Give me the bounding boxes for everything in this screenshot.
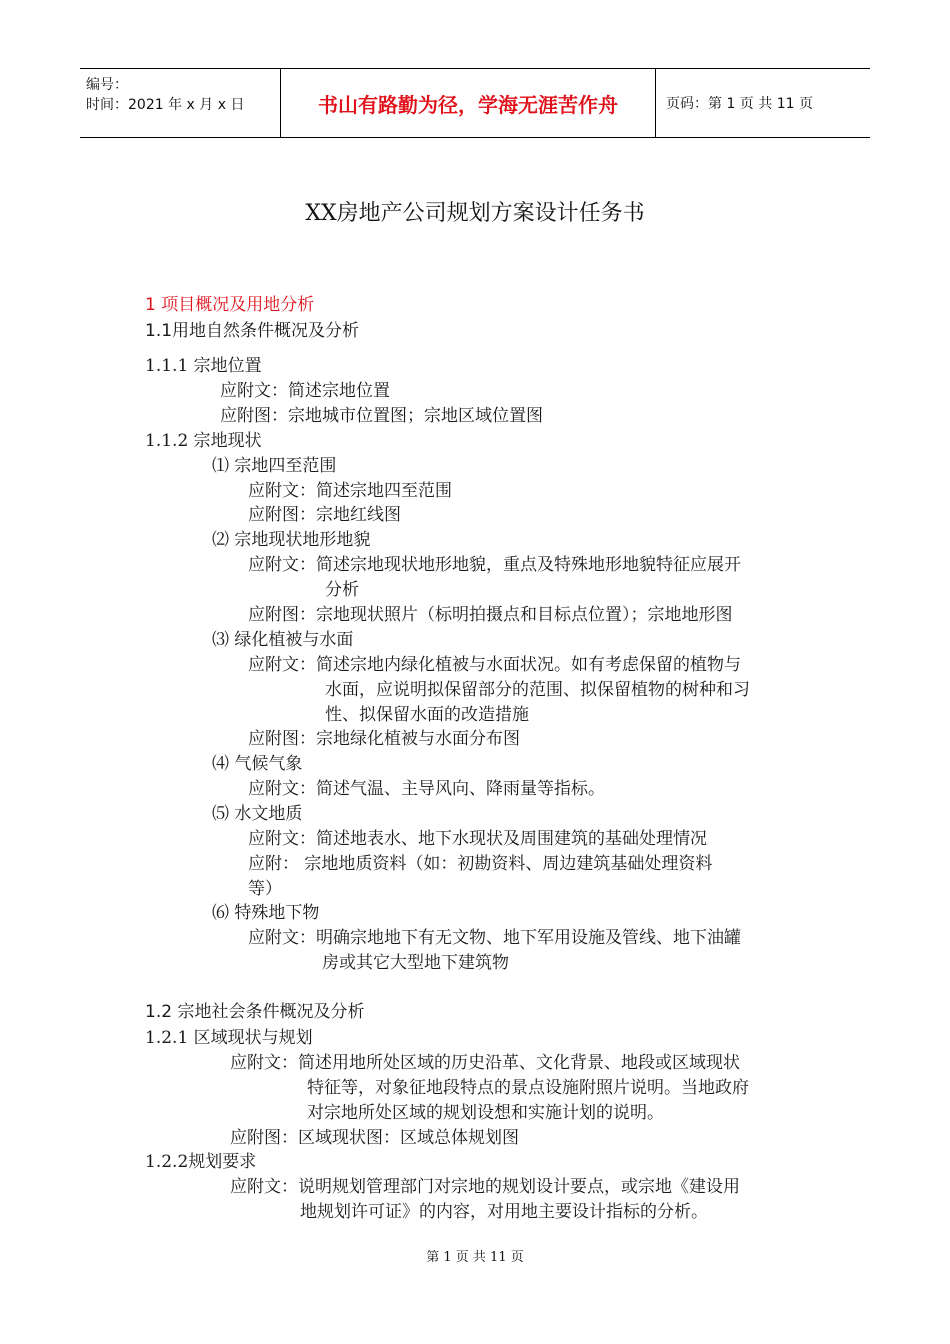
text-line: 应附文：明确宗地地下有无文物、地下军用设施及管线、地下油罐 <box>248 928 741 948</box>
text-line: 应附文：简述宗地现状地形地貌，重点及特殊地形地貌特征应展开 <box>248 555 741 575</box>
section-1-2-heading: 1.2 宗地社会条件概况及分析 <box>145 1002 365 1022</box>
item-heading: ⑶ 绿化植被与水面 <box>212 630 354 650</box>
subsection-heading: 1.1.2 宗地现状 <box>145 431 262 451</box>
section-1-heading: 1 项目概况及用地分析 <box>145 295 315 315</box>
text-line: 地规划许可证》的内容，对用地主要设计指标的分析。 <box>300 1202 708 1222</box>
text-line: 应附图：宗地绿化植被与水面分布图 <box>248 729 520 749</box>
text-line: 应附文：简述宗地位置 <box>220 381 390 401</box>
code-label: 编号： <box>86 77 128 93</box>
item-heading: ⑸ 水文地质 <box>212 804 303 824</box>
page-info: 页码：第 1 页 共 11 页 <box>666 96 813 112</box>
text-line: 应附图：宗地现状照片（标明拍摄点和目标点位置）；宗地地形图 <box>248 605 733 625</box>
text-line: 等） <box>248 879 282 899</box>
subsection-heading: 1.1.1 宗地位置 <box>145 356 262 376</box>
motto: 书山有路勤为径，学海无涯苦作舟 <box>280 69 656 137</box>
header-meta <box>80 69 280 137</box>
document-title: XX房地产公司规划方案设计任务书 <box>305 201 645 226</box>
text-line: 应附文：简述宗地四至范围 <box>248 481 452 501</box>
text-line: 分析 <box>325 580 359 600</box>
text-line: 应附文：说明规划管理部门对宗地的规划设计要点，或宗地《建设用 <box>230 1177 740 1197</box>
time-label: 时间：2021 年 x 月 x 日 <box>86 97 245 113</box>
text-line: 应附： 宗地地质资料（如：初勘资料、周边建筑基础处理资料 <box>248 854 713 874</box>
text-line: 特征等，对象征地段特点的景点设施附照片说明。当地政府 <box>307 1078 749 1098</box>
item-heading: ⑴ 宗地四至范围 <box>212 456 337 476</box>
item-heading: ⑹ 特殊地下物 <box>212 903 320 923</box>
text-line: 应附图：区域现状图：区域总体规划图 <box>230 1128 519 1148</box>
text-line: 应附文：简述地表水、地下水现状及周围建筑的基础处理情况 <box>248 829 707 849</box>
text-line: 应附图：宗地城市位置图；宗地区域位置图 <box>220 406 543 426</box>
page-header <box>80 68 870 138</box>
item-heading: ⑷ 气候气象 <box>212 754 303 774</box>
text-line: 应附文：简述用地所处区域的历史沿革、文化背景、地段或区域现状 <box>230 1053 740 1073</box>
text-line: 性、拟保留水面的改造措施 <box>325 705 529 725</box>
page-footer: 第 1 页 共 11 页 <box>426 1250 524 1265</box>
text-line: 水面，应说明拟保留部分的范围、拟保留植物的树种和习 <box>325 680 750 700</box>
section-1-1-heading: 1.1用地自然条件概况及分析 <box>145 321 360 341</box>
subsection-heading: 1.2.1 区域现状与规划 <box>145 1028 313 1048</box>
text-line: 对宗地所处区域的规划设想和实施计划的说明。 <box>307 1103 664 1123</box>
text-line: 应附图：宗地红线图 <box>248 505 401 525</box>
text-line: 应附文：简述宗地内绿化植被与水面状况。如有考虑保留的植物与 <box>248 655 741 675</box>
text-line: 应附文：简述气温、主导风向、降雨量等指标。 <box>248 779 605 799</box>
text-line: 房或其它大型地下建筑物 <box>322 953 509 973</box>
item-heading: ⑵ 宗地现状地形地貌 <box>212 530 371 550</box>
subsection-heading: 1.2.2规划要求 <box>145 1152 257 1172</box>
